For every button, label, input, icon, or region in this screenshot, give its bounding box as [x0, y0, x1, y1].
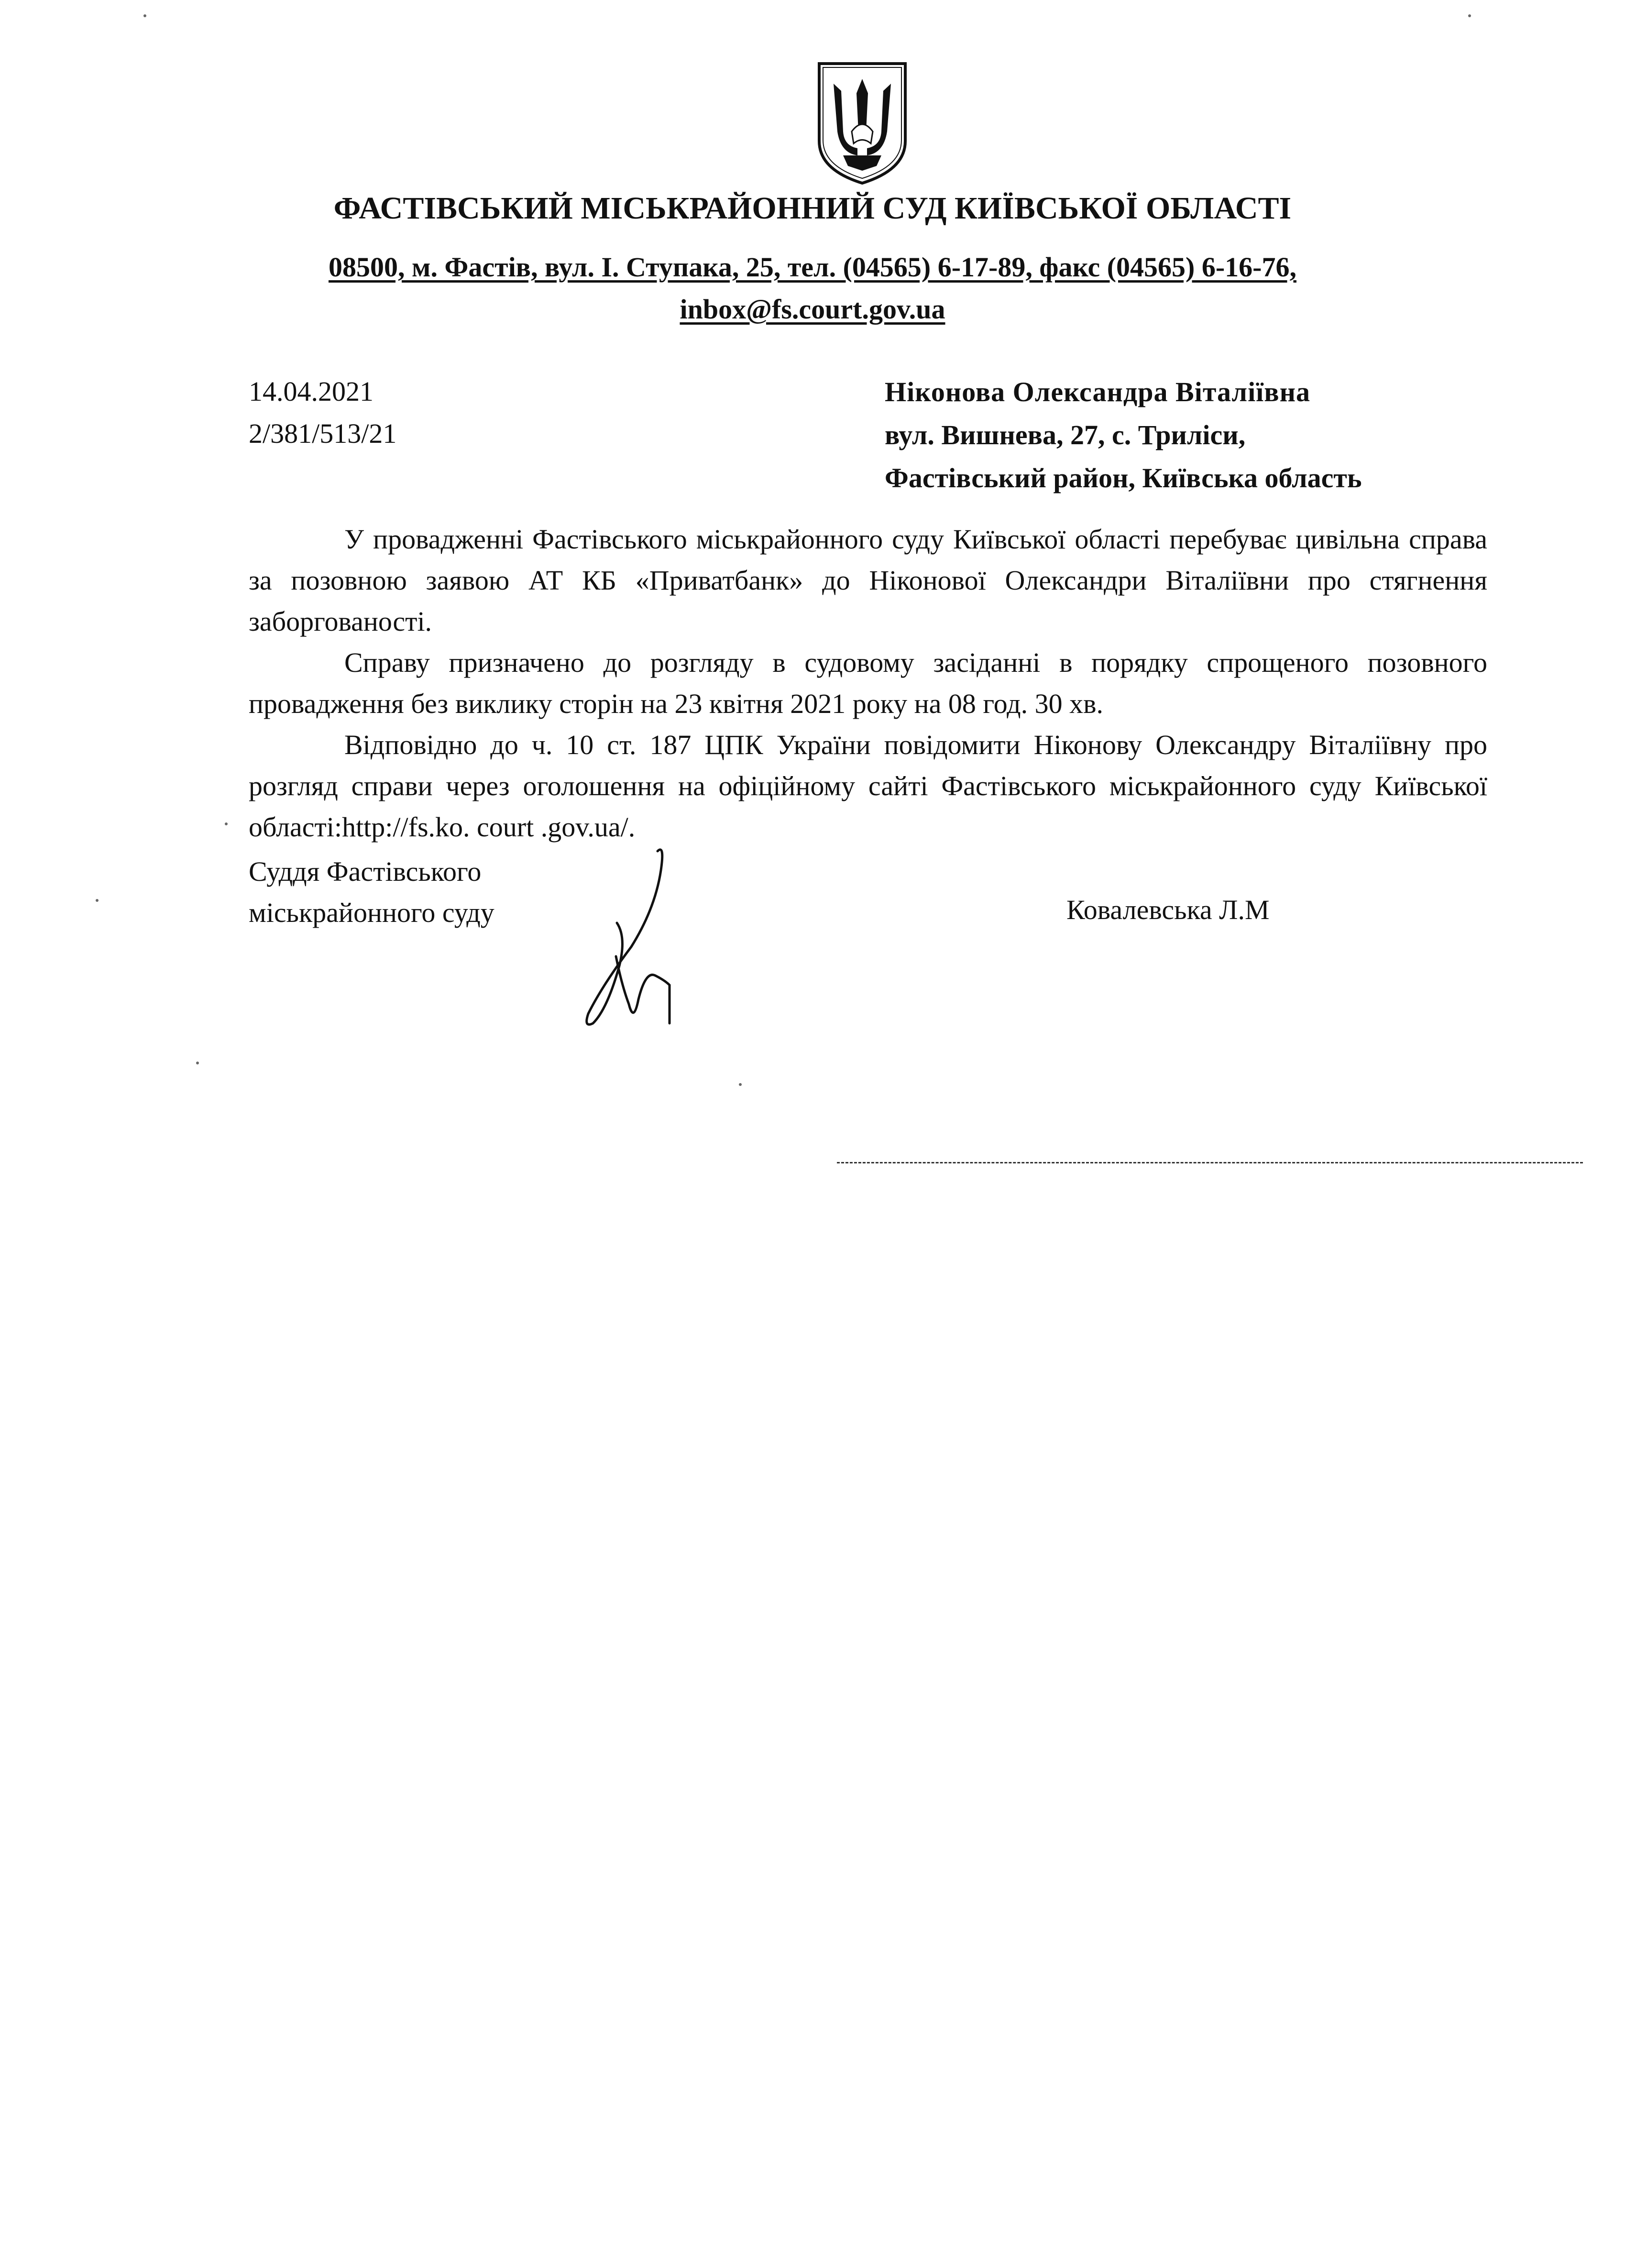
- body-paragraph-2: Справу призначено до розгляду в судовому засіданні в порядку спрощеного позовного провадження без виклику сторін на 23 квітня 2021 року на 08 год. 30 хв.: [249, 647, 1487, 719]
- body-paragraph-1: У провадженні Фастівського міськрайонного суду Київської області перебуває цивільна справа за позовною заявою АТ КБ «Приватбанк» до Ніконової Олександри Віталіївни про стягнення заборгованості.: [249, 524, 1487, 637]
- court-address: [0, 246, 1625, 330]
- addressee-block: [885, 371, 1362, 500]
- scan-speck: [1468, 14, 1471, 17]
- scan-speck: [225, 822, 228, 825]
- court-address-line1: 08500, м. Фастів, вул. І. Ступака, 25, тел. (04565) 6-17-89, факс (04565) 6-16-76,: [329, 252, 1296, 283]
- handwritten-signature: [574, 842, 698, 1033]
- scan-speck: [196, 1062, 199, 1064]
- addressee-name: Ніконова Олександра Віталіївна: [885, 376, 1311, 407]
- bottom-divider: [837, 1162, 1583, 1163]
- trident-emblem-icon: [814, 60, 910, 186]
- judge-name: Ковалевська Л.М: [1066, 894, 1270, 925]
- case-number: 2/381/513/21: [249, 418, 397, 449]
- signer-position: [249, 851, 494, 933]
- addressee-region: Фастівський район, Київська область: [885, 462, 1362, 493]
- scan-speck: [739, 1083, 742, 1086]
- addressee-street: вул. Вишнева, 27, с. Триліси,: [885, 419, 1246, 450]
- scan-speck: [96, 899, 99, 902]
- signer-position-line2: міськрайонного суду: [249, 897, 494, 928]
- signer-position-line1: Суддя Фастівського: [249, 856, 482, 887]
- letter-body: [249, 519, 1487, 848]
- body-paragraph-3: Відповідно до ч. 10 ст. 187 ЦПК України повідомити Ніконову Олександру Віталіївну про розгляд справи через оголошення на офіційному сайті Фастівського міськрайонного суду Київської області:http://fs.ko. court .gov.ua/.: [249, 729, 1487, 843]
- document-date: 14.04.2021: [249, 376, 373, 407]
- court-name: ФАСТІВСЬКИЙ МІСЬКРАЙОННИЙ СУД КИЇВСЬКОЇ ОБЛАСТІ: [333, 191, 1292, 226]
- document-meta: [249, 371, 396, 455]
- scan-speck: [143, 14, 146, 17]
- court-email: inbox@fs.court.gov.ua: [680, 294, 945, 325]
